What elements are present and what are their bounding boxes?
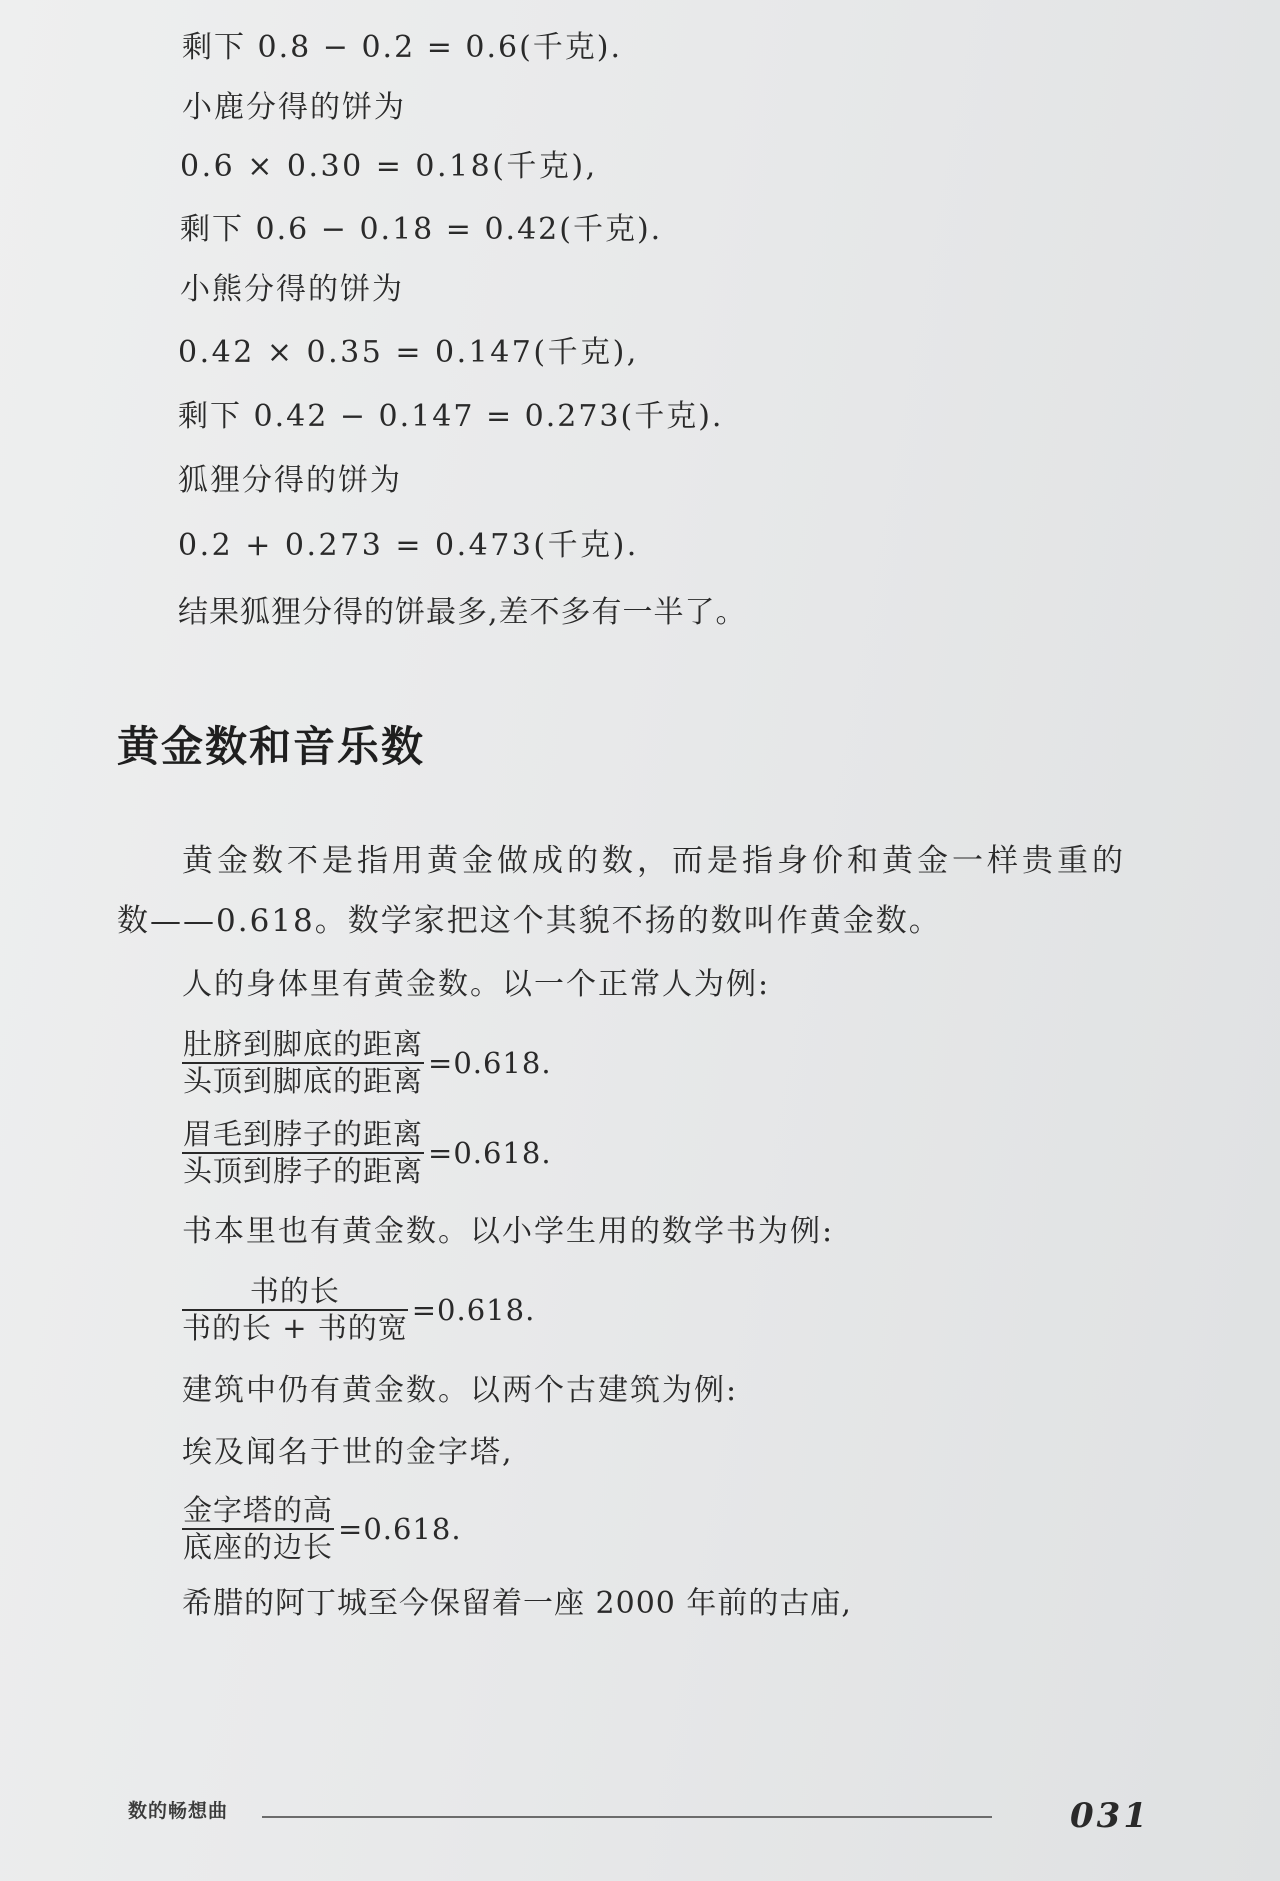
text-line: 0.2 + 0.273 = 0.473(千克). [178,528,639,563]
fraction-equation [182,1118,552,1188]
section-title: 黄金数和音乐数 [117,722,426,771]
fraction-denominator: 底座的边长 [183,1530,334,1564]
fraction [182,1118,424,1188]
text-line: 结果狐狸分得的饼最多,差不多有一半了。 [178,595,747,630]
fraction-numerator: 金字塔的高 [182,1494,334,1530]
fraction-value: =0.618. [428,1046,552,1080]
paragraph-line: 数——0.618。数学家把这个其貌不扬的数叫作黄金数。 [117,903,942,939]
fraction [182,1494,334,1564]
text-line: 建筑中仍有黄金数。以两个古建筑为例: [182,1373,739,1408]
text-line: 狐狸分得的饼为 [178,463,402,498]
text-line: 0.42 × 0.35 = 0.147(千克), [178,335,639,370]
text-line: 剩下 0.6 − 0.18 = 0.42(千克). [180,212,663,247]
fraction [182,1028,424,1098]
fraction [182,1275,408,1345]
text-line: 小熊分得的饼为 [180,272,404,307]
fraction-denominator: 头顶到脖子的距离 [183,1154,424,1188]
text-line: 小鹿分得的饼为 [182,90,406,125]
page-number: 031 [1070,1796,1150,1836]
fraction-numerator: 书的长 [182,1275,408,1311]
fraction-value: =0.618. [338,1512,462,1546]
running-footer-title: 数的畅想曲 [128,1800,229,1822]
text-line: 书本里也有黄金数。以小学生用的数学书为例: [182,1214,835,1249]
fraction-numerator: 肚脐到脚底的距离 [182,1028,424,1064]
text-line: 埃及闻名于世的金字塔, [182,1435,514,1470]
fraction-denominator: 头顶到脚底的距离 [183,1064,424,1098]
fraction-equation [182,1275,535,1345]
text-line: 希腊的阿丁城至今保留着一座 2000 年前的古庙, [182,1586,852,1621]
fraction-value: =0.618. [428,1136,552,1170]
text-line: 剩下 0.42 − 0.147 = 0.273(千克). [178,399,724,434]
fraction-value: =0.618. [411,1293,536,1327]
text-line: 剩下 0.8 − 0.2 = 0.6(千克). [182,30,623,65]
fraction-denominator: 书的长 + 书的宽 [182,1311,408,1345]
fraction-equation [182,1028,552,1098]
text-line: 人的身体里有黄金数。以一个正常人为例: [182,967,771,1002]
fraction-numerator: 眉毛到脖子的距离 [182,1118,424,1154]
paragraph-line: 黄金数不是指用黄金做成的数，而是指身价和黄金一样贵重的 [182,843,1127,879]
text-line: 0.6 × 0.30 = 0.18(千克), [180,149,598,184]
footer-rule [262,1816,992,1818]
fraction-equation [182,1494,462,1564]
